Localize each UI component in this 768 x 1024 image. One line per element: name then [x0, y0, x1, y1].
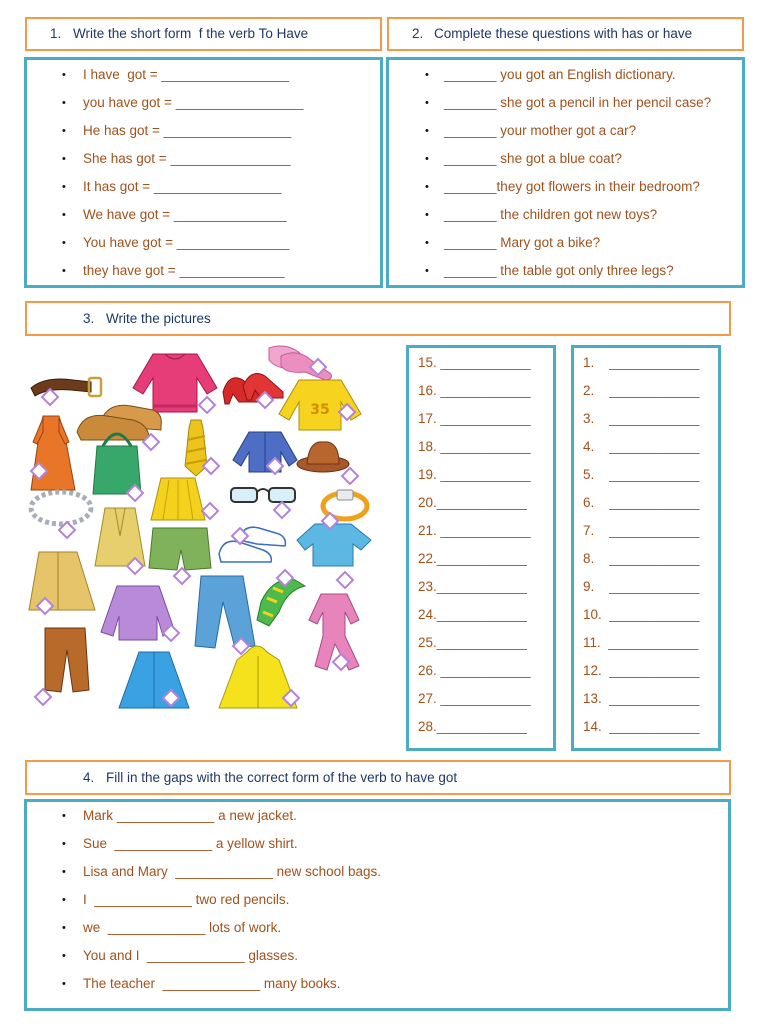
section1-number: 1. — [50, 26, 62, 41]
answer-line-label: 2. ____________ — [583, 383, 700, 398]
question-item: _______ the children got new toys? — [444, 207, 658, 222]
gap-fill-item: we _____________ lots of work. — [83, 920, 282, 935]
list-item — [27, 858, 728, 886]
bullet-icon — [62, 886, 66, 914]
section2-number: 2. — [412, 26, 424, 41]
section4-header — [25, 760, 731, 795]
gap-fill-item: Sue _____________ a yellow shirt. — [83, 836, 298, 851]
answer-marker — [274, 502, 290, 518]
question-item: _______ your mother got a car? — [444, 123, 637, 138]
bullet-icon — [62, 257, 66, 285]
answer-line-label: 7. ____________ — [583, 523, 700, 538]
answer-line-label: 27. ____________ — [418, 691, 531, 706]
sweater-number: 35 — [310, 402, 330, 418]
list-item — [27, 257, 380, 285]
answer-line — [574, 517, 718, 545]
section1-box — [24, 57, 383, 288]
answer-line — [574, 657, 718, 685]
bullet-icon — [62, 173, 66, 201]
answer-line-label: 5. ____________ — [583, 467, 700, 482]
answer-line-label: 9. ____________ — [583, 579, 700, 594]
answer-line-label: 8. ____________ — [583, 551, 700, 566]
bullet-icon — [62, 802, 66, 830]
list-item — [27, 201, 380, 229]
answer-line — [409, 461, 553, 489]
list-item — [27, 830, 728, 858]
answer-line — [409, 713, 553, 741]
answer-line-label: 12. ____________ — [583, 663, 700, 678]
section1-title: Write the short form f the verb To Have — [73, 26, 309, 41]
answer-list-left — [406, 345, 556, 751]
section3-header — [25, 301, 731, 336]
list-item — [27, 914, 728, 942]
answer-line-label: 16. ____________ — [418, 383, 531, 398]
gap-fill-item: Mark _____________ a new jacket. — [83, 808, 297, 823]
answer-line-label: 19. ____________ — [418, 467, 531, 482]
list-item — [27, 970, 728, 998]
answer-line — [574, 573, 718, 601]
answer-list-right — [571, 345, 721, 751]
answer-line-label: 17. ____________ — [418, 411, 531, 426]
answer-line — [574, 601, 718, 629]
yellow-blazer-picture — [95, 508, 145, 566]
bullet-icon — [62, 830, 66, 858]
answer-line-label: 22.____________ — [418, 551, 527, 566]
answer-line — [409, 433, 553, 461]
section3-number: 3. — [83, 311, 95, 326]
clothes-picture — [25, 340, 375, 725]
necklace-picture — [31, 492, 91, 524]
list-item — [27, 886, 728, 914]
gap-fill-item: Lisa and Mary _____________ new school bags. — [83, 864, 381, 879]
section2-title: Complete these questions with has or have — [434, 26, 693, 41]
bullet-icon — [425, 257, 429, 285]
bullet-icon — [425, 117, 429, 145]
answer-line-label: 26. ____________ — [418, 663, 531, 678]
bullet-icon — [62, 942, 66, 970]
answer-line-label: 13. ____________ — [583, 691, 700, 706]
answer-line — [409, 601, 553, 629]
answer-line — [574, 377, 718, 405]
pink-pajamas-picture — [309, 594, 359, 670]
question-item: _______ she got a blue coat? — [444, 151, 622, 166]
bullet-icon — [425, 145, 429, 173]
answer-marker — [337, 572, 353, 588]
answer-line — [409, 685, 553, 713]
question-item: _______ she got a pencil in her pencil case? — [444, 95, 712, 110]
section1-header — [25, 17, 382, 51]
answer-line-label: 11. ____________ — [583, 635, 699, 650]
answer-line — [409, 405, 553, 433]
sneakers-picture — [219, 527, 285, 562]
answer-line-label: 10. ____________ — [583, 607, 700, 622]
list-item — [389, 117, 742, 145]
answer-line — [409, 377, 553, 405]
blue-jacket-picture — [233, 432, 297, 472]
glasses-picture — [231, 488, 295, 502]
short-form-item: She has got = ________________ — [83, 151, 291, 166]
answer-line-label: 20.____________ — [418, 495, 527, 510]
list-item — [389, 61, 742, 89]
short-form-item: You have got = _______________ — [83, 235, 290, 250]
yellow-skirt-picture — [151, 478, 205, 520]
answer-marker — [199, 397, 215, 413]
bullet-icon — [425, 61, 429, 89]
answer-line-label: 24.____________ — [418, 607, 527, 622]
answer-line-label: 25.____________ — [418, 635, 527, 650]
short-form-item: you have got = _________________ — [83, 95, 304, 110]
section4-box — [24, 799, 731, 1011]
answer-line-label: 4. ____________ — [583, 439, 700, 454]
question-item: _______they got flowers in their bedroom? — [444, 179, 700, 194]
answer-line — [574, 349, 718, 377]
question-item: _______ the table got only three legs? — [444, 263, 674, 278]
answer-line — [574, 405, 718, 433]
answer-line — [574, 433, 718, 461]
bullet-icon — [425, 201, 429, 229]
answer-line — [409, 629, 553, 657]
list-item — [389, 257, 742, 285]
bullet-icon — [425, 89, 429, 117]
short-form-item: It has got = _________________ — [83, 179, 282, 194]
bullet-icon — [62, 89, 66, 117]
bullet-icon — [62, 914, 66, 942]
list-item — [27, 229, 380, 257]
list-item — [389, 173, 742, 201]
answer-line-label: 18. ____________ — [418, 439, 531, 454]
question-item: _______ you got an English dictionary. — [444, 67, 676, 82]
bullet-icon — [62, 145, 66, 173]
gap-fill-item: I _____________ two red pencils. — [83, 892, 290, 907]
answer-line — [574, 713, 718, 741]
list-item — [27, 942, 728, 970]
short-form-item: I have got = _________________ — [83, 67, 290, 82]
green-shorts-picture — [149, 528, 211, 570]
answer-line-label: 14. ____________ — [583, 719, 700, 734]
short-form-item: they have got = ______________ — [83, 263, 285, 278]
list-item — [389, 89, 742, 117]
jeans-picture — [195, 576, 255, 648]
list-item — [27, 173, 380, 201]
bullet-icon — [425, 229, 429, 257]
bullet-icon — [62, 201, 66, 229]
list-item — [27, 61, 380, 89]
section2-box — [386, 57, 745, 288]
list-item — [389, 229, 742, 257]
blue-tshirt-picture — [297, 524, 371, 566]
red-shoes-picture — [223, 374, 283, 404]
answer-line-label: 3. ____________ — [583, 411, 700, 426]
answer-line-label: 28.____________ — [418, 719, 527, 734]
answer-line-label: 1. ____________ — [583, 355, 700, 370]
answer-line — [409, 349, 553, 377]
bullet-icon — [425, 173, 429, 201]
belt-picture — [31, 378, 101, 396]
question-item: _______ Mary got a bike? — [444, 235, 601, 250]
answer-line — [574, 545, 718, 573]
answer-line — [409, 573, 553, 601]
answer-line — [409, 517, 553, 545]
beige-coat-picture — [29, 552, 95, 610]
bullet-icon — [62, 61, 66, 89]
answer-line-label: 6. ____________ — [583, 495, 700, 510]
section2-header — [387, 17, 744, 51]
short-form-item: He has got = _________________ — [83, 123, 292, 138]
answer-line — [574, 685, 718, 713]
green-scarf-picture — [257, 579, 305, 626]
list-item — [27, 145, 380, 173]
section4-title: Fill in the gaps with the correct form of the verb to have got — [106, 770, 458, 785]
bullet-icon — [62, 229, 66, 257]
list-item — [27, 802, 728, 830]
list-item — [389, 145, 742, 173]
answer-line-label: 21. ____________ — [418, 523, 531, 538]
list-item — [27, 117, 380, 145]
answer-line — [574, 629, 718, 657]
brown-hat-picture — [297, 442, 349, 472]
bullet-icon — [62, 117, 66, 145]
answer-line — [574, 461, 718, 489]
gap-fill-item: The teacher _____________ many books. — [83, 976, 341, 991]
bullet-icon — [62, 970, 66, 998]
list-item — [27, 89, 380, 117]
short-form-item: We have got = _______________ — [83, 207, 287, 222]
answer-line — [574, 489, 718, 517]
brown-trousers-picture — [45, 628, 89, 692]
list-item — [389, 201, 742, 229]
section3-title: Write the pictures — [106, 311, 211, 326]
answer-marker — [342, 468, 358, 484]
answer-line — [409, 545, 553, 573]
section4-number: 4. — [83, 770, 95, 785]
answer-line-label: 15. ____________ — [418, 355, 531, 370]
answer-line — [409, 489, 553, 517]
answer-line-label: 23.____________ — [418, 579, 527, 594]
bullet-icon — [62, 858, 66, 886]
answer-marker — [35, 689, 51, 705]
answer-line — [409, 657, 553, 685]
gap-fill-item: You and I _____________ glasses. — [83, 948, 298, 963]
